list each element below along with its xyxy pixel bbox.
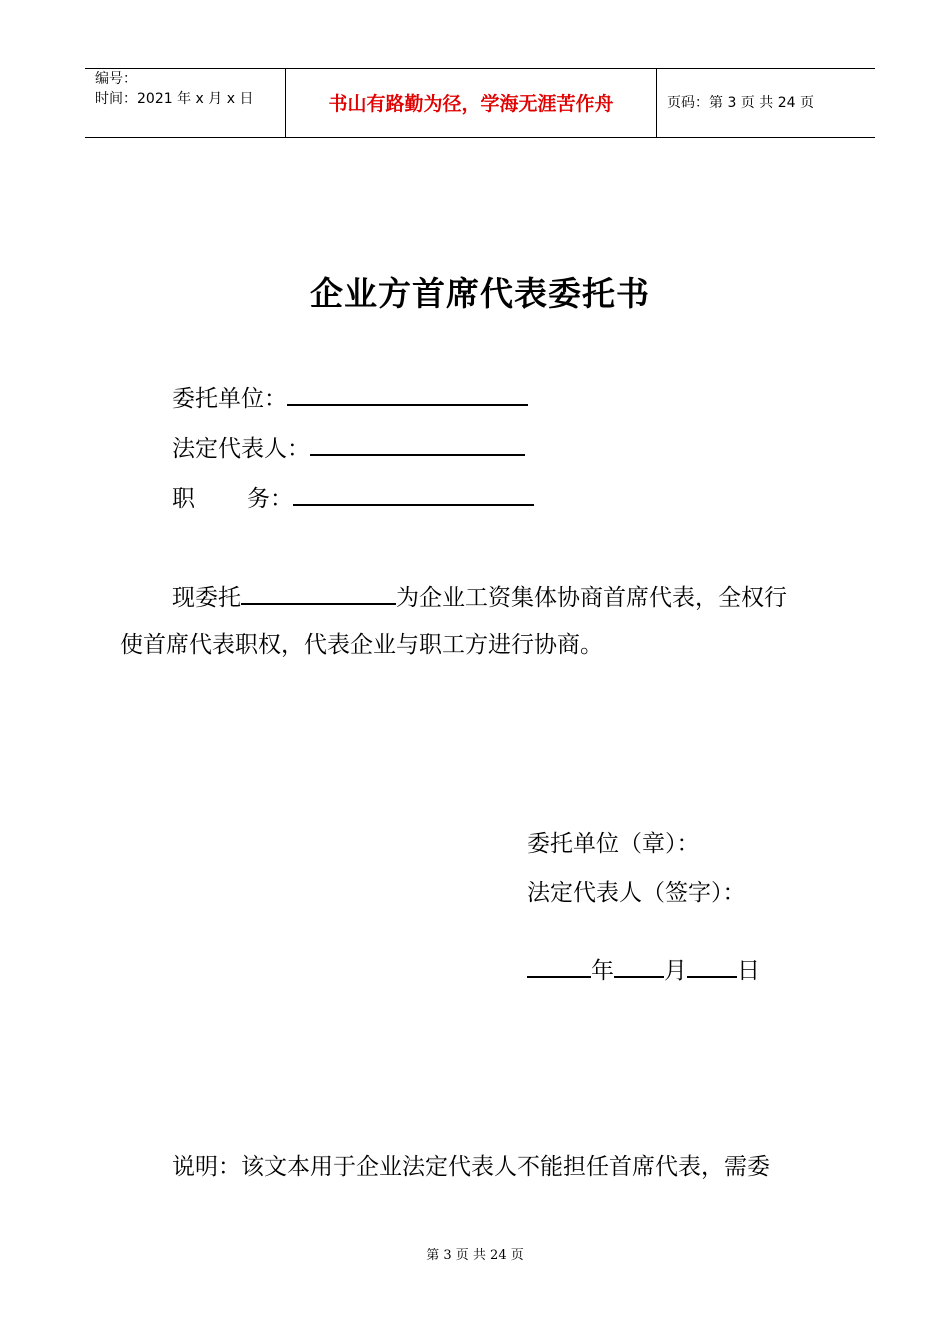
page-number-label: 页码：第 3 页 共 24 页	[667, 95, 814, 111]
legal-rep-sign-label: 法定代表人（签字）：	[527, 880, 746, 906]
date-line	[527, 954, 760, 985]
body-paragraph-line-1	[172, 581, 787, 612]
body-paragraph-line-2: 使首席代表职权，代表企业与职工方进行协商。	[120, 632, 603, 658]
field-position-label-2: 务：	[247, 486, 293, 512]
month-blank[interactable]	[614, 954, 664, 978]
field-legal-rep-blank[interactable]	[310, 432, 525, 456]
field-position	[172, 482, 534, 513]
page-footer: 第 3 页 共 24 页	[426, 1248, 524, 1263]
delegate-name-blank[interactable]	[241, 581, 396, 605]
serial-label: 编号：	[95, 71, 137, 87]
motto-text: 书山有路勤为径，学海无涯苦作舟	[328, 93, 614, 115]
day-blank[interactable]	[687, 954, 737, 978]
unit-seal-label: 委托单位（章）：	[527, 831, 700, 857]
field-unit-blank[interactable]	[287, 382, 528, 406]
field-position-blank[interactable]	[293, 482, 534, 506]
field-unit-label: 委托单位：	[172, 386, 287, 412]
header-meta-cell	[85, 69, 285, 137]
page-header	[85, 68, 875, 138]
time-label: 时间：2021 年 x 月 x 日	[95, 91, 254, 107]
field-legal-rep	[172, 432, 525, 463]
year-blank[interactable]	[527, 954, 591, 978]
day-label: 日	[737, 958, 760, 984]
para1-suffix: 为企业工资集体协商首席代表，全权行	[396, 585, 787, 611]
header-motto-cell	[285, 69, 657, 137]
para1-prefix: 现委托	[172, 585, 241, 611]
field-legal-rep-label: 法定代表人：	[172, 436, 310, 462]
field-unit	[172, 382, 528, 413]
field-position-label-1: 职	[172, 486, 195, 512]
year-label: 年	[591, 958, 614, 984]
document-title: 企业方首席代表委托书	[310, 274, 650, 313]
month-label: 月	[664, 958, 687, 984]
header-page-cell	[657, 69, 875, 137]
note-text: 说明：该文本用于企业法定代表人不能担任首席代表，需委	[172, 1154, 770, 1180]
